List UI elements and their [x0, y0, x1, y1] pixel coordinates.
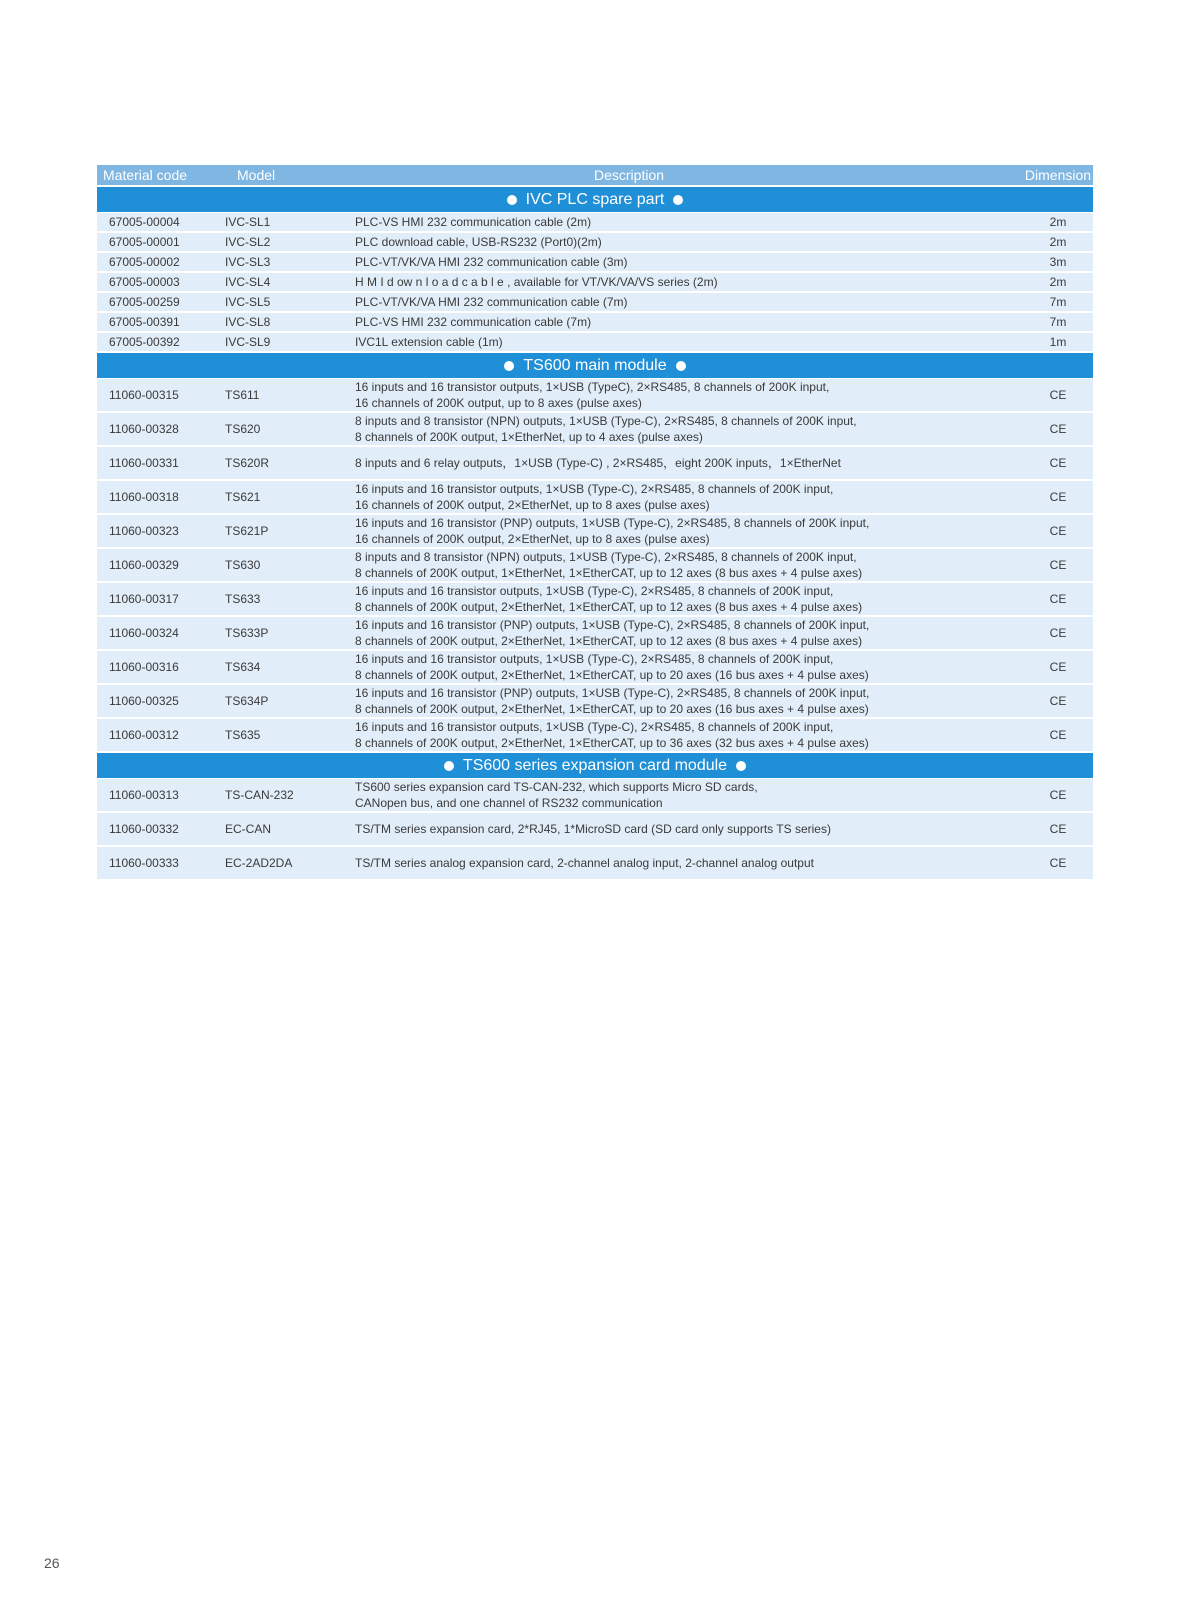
description-line: IVC1L extension cable (1m): [355, 335, 503, 349]
table-row: [97, 481, 1093, 515]
table-row: [97, 549, 1093, 583]
description-line: 8 inputs and 6 relay outputs，1×USB (Type-C) , 2×RS485，eight 200K inputs，1×EtherNet: [355, 456, 841, 470]
header-model: Model: [237, 167, 276, 183]
section-title: [97, 753, 1093, 779]
table-header: [97, 165, 1093, 187]
dimension-cell: 2m: [1049, 235, 1067, 249]
material-code-cell: 11060-00312: [109, 728, 179, 742]
table-row: [97, 379, 1093, 413]
description-line: 16 channels of 200K output, up to 8 axes (pulse axes): [355, 396, 642, 410]
model-cell: TS634P: [225, 694, 269, 708]
model-cell: IVC-SL8: [225, 315, 271, 329]
dimension-cell: CE: [1049, 788, 1067, 802]
description-line: H M I d ow n l o a d c a b l e , available for VT/VK/VA/VS series (2m): [355, 275, 718, 289]
page-number: 26: [44, 1555, 60, 1571]
description-line: 8 channels of 200K output, 2×EtherNet, 1×EtherCAT, up to 20 axes (16 bus axes + 4 pulse axes): [355, 668, 869, 682]
description-line: 16 channels of 200K output, 2×EtherNet, up to 8 axes (pulse axes): [355, 498, 710, 512]
model-cell: TS620: [225, 422, 261, 436]
dimension-cell: CE: [1049, 558, 1067, 572]
model-cell: TS621P: [225, 524, 269, 538]
model-cell: IVC-SL3: [225, 255, 271, 269]
header-dimension: Dimension: [1024, 167, 1092, 183]
model-cell: TS630: [225, 558, 261, 572]
description-cell: [355, 334, 1023, 350]
description-cell: [355, 651, 1023, 683]
dimension-cell: CE: [1049, 626, 1067, 640]
description-line: TS/TM series expansion card, 2*RJ45, 1*MicroSD card (SD card only supports TS series): [355, 822, 831, 836]
section-title-text: IVC PLC spare part: [525, 190, 665, 208]
description-line: 8 inputs and 8 transistor (NPN) outputs, 1×USB (Type-C), 2×RS485, 8 channels of 200K input,: [355, 550, 857, 564]
material-code-cell: 67005-00391: [109, 315, 180, 329]
dimension-cell: CE: [1049, 856, 1067, 870]
material-code-cell: 67005-00004: [109, 215, 180, 229]
table-row: [97, 651, 1093, 685]
description-cell: [355, 821, 1023, 837]
dimension-cell: CE: [1049, 422, 1067, 436]
table-row: [97, 333, 1093, 353]
dimension-cell: CE: [1049, 728, 1067, 742]
description-cell: [355, 379, 1023, 411]
description-cell: [355, 719, 1023, 751]
table-row: [97, 847, 1093, 881]
table-row: [97, 447, 1093, 481]
material-code-cell: 67005-00002: [109, 255, 180, 269]
description-line: 16 channels of 200K output, 2×EtherNet, up to 8 axes (pulse axes): [355, 532, 710, 546]
table-row: [97, 685, 1093, 719]
description-cell: [355, 455, 1023, 471]
bullet-dot-icon: [444, 761, 454, 771]
material-code-cell: 11060-00318: [109, 490, 179, 504]
model-cell: IVC-SL5: [225, 295, 271, 309]
dimension-cell: 2m: [1049, 215, 1067, 229]
material-code-cell: 11060-00315: [109, 388, 179, 402]
dimension-cell: CE: [1049, 456, 1067, 470]
description-line: 16 inputs and 16 transistor (PNP) outputs, 1×USB (Type-C), 2×RS485, 8 channels of 200K input,: [355, 686, 870, 700]
table-row: [97, 779, 1093, 813]
section-title-text: TS600 series expansion card module: [462, 756, 728, 774]
description-line: TS600 series expansion card TS-CAN-232, which supports Micro SD cards,: [355, 780, 758, 794]
table-row: [97, 273, 1093, 293]
description-cell: [355, 617, 1023, 649]
dimension-cell: 3m: [1049, 255, 1067, 269]
description-line: 16 inputs and 16 transistor outputs, 1×USB (Type-C), 2×RS485, 8 channels of 200K input,: [355, 482, 834, 496]
material-code-cell: 11060-00325: [109, 694, 179, 708]
bullet-dot-icon: [504, 361, 514, 371]
description-line: 16 inputs and 16 transistor outputs, 1×USB (Type-C), 2×RS485, 8 channels of 200K input,: [355, 584, 834, 598]
bullet-dot-icon: [673, 195, 683, 205]
description-line: PLC-VT/VK/VA HMI 232 communication cable (7m): [355, 295, 628, 309]
dimension-cell: CE: [1049, 524, 1067, 538]
header-description: Description: [593, 167, 665, 183]
table-row: [97, 719, 1093, 753]
description-line: 16 inputs and 16 transistor outputs, 1×USB (TypeC), 2×RS485, 8 channels of 200K input,: [355, 380, 830, 394]
model-cell: IVC-SL1: [225, 215, 271, 229]
model-cell: EC-2AD2DA: [225, 856, 293, 870]
model-cell: TS620R: [225, 456, 270, 470]
material-code-cell: 11060-00313: [109, 788, 179, 802]
table-body: [97, 187, 1093, 881]
bullet-dot-icon: [676, 361, 686, 371]
dimension-cell: 1m: [1049, 335, 1067, 349]
model-cell: TS634: [225, 660, 261, 674]
description-line: 8 channels of 200K output, 2×EtherNet, 1×EtherCAT, up to 12 axes (8 bus axes + 4 pulse axes): [355, 634, 863, 648]
table-row: [97, 253, 1093, 273]
description-line: PLC-VS HMI 232 communication cable (7m): [355, 315, 592, 329]
description-line: PLC-VT/VK/VA HMI 232 communication cable (3m): [355, 255, 628, 269]
material-code-cell: 11060-00331: [109, 456, 179, 470]
material-code-cell: 11060-00333: [109, 856, 179, 870]
description-line: TS/TM series analog expansion card, 2-channel analog input, 2-channel analog output: [355, 856, 814, 870]
description-cell: [355, 779, 1023, 811]
description-cell: [355, 214, 1023, 230]
model-cell: TS621: [225, 490, 261, 504]
model-cell: TS633P: [225, 626, 269, 640]
model-cell: IVC-SL9: [225, 335, 271, 349]
table-row: [97, 233, 1093, 253]
table-row: [97, 515, 1093, 549]
dimension-cell: CE: [1049, 660, 1067, 674]
material-code-cell: 11060-00323: [109, 524, 179, 538]
material-code-cell: 11060-00328: [109, 422, 179, 436]
table-row: [97, 583, 1093, 617]
model-cell: TS-CAN-232: [225, 788, 294, 802]
description-line: 8 channels of 200K output, 2×EtherNet, 1×EtherCAT, up to 36 axes (32 bus axes + 4 pulse axes): [355, 736, 869, 750]
description-cell: [355, 855, 1023, 871]
description-line: 8 channels of 200K output, 1×EtherNet, 1×EtherCAT, up to 12 axes (8 bus axes + 4 pulse axes): [355, 566, 863, 580]
material-code-cell: 67005-00392: [109, 335, 180, 349]
dimension-cell: CE: [1049, 388, 1067, 402]
material-code-cell: 11060-00329: [109, 558, 179, 572]
bullet-dot-icon: [507, 195, 517, 205]
description-line: 8 channels of 200K output, 1×EtherNet, up to 4 axes (pulse axes): [355, 430, 703, 444]
description-cell: [355, 481, 1023, 513]
dimension-cell: CE: [1049, 490, 1067, 504]
header-material-code: Material code: [103, 167, 188, 183]
material-code-cell: 11060-00324: [109, 626, 179, 640]
description-line: CANopen bus, and one channel of RS232 communication: [355, 796, 663, 810]
description-cell: [355, 294, 1023, 310]
description-cell: [355, 234, 1023, 250]
material-code-cell: 67005-00259: [109, 295, 180, 309]
dimension-cell: CE: [1049, 822, 1067, 836]
description-cell: [355, 314, 1023, 330]
section-title: [97, 353, 1093, 379]
description-line: 8 channels of 200K output, 2×EtherNet, 1×EtherCAT, up to 12 axes (8 bus axes + 4 pulse axes): [355, 600, 863, 614]
model-cell: TS611: [225, 388, 260, 402]
material-code-cell: 67005-00003: [109, 275, 180, 289]
description-line: 16 inputs and 16 transistor outputs, 1×USB (Type-C), 2×RS485, 8 channels of 200K input,: [355, 720, 834, 734]
material-code-cell: 11060-00317: [109, 592, 179, 606]
dimension-cell: CE: [1049, 694, 1067, 708]
model-cell: TS633: [225, 592, 261, 606]
table-row: [97, 617, 1093, 651]
table-row: [97, 293, 1093, 313]
description-cell: [355, 413, 1023, 445]
description-line: 8 inputs and 8 transistor (NPN) outputs, 1×USB (Type-C), 2×RS485, 8 channels of 200K input,: [355, 414, 857, 428]
table-row: [97, 813, 1093, 847]
bullet-dot-icon: [736, 761, 746, 771]
model-cell: IVC-SL4: [225, 275, 271, 289]
dimension-cell: CE: [1049, 592, 1067, 606]
description-line: 16 inputs and 16 transistor (PNP) outputs, 1×USB (Type-C), 2×RS485, 8 channels of 200K input,: [355, 618, 870, 632]
description-cell: [355, 583, 1023, 615]
dimension-cell: 2m: [1049, 275, 1067, 289]
description-cell: [355, 515, 1023, 547]
table-row: [97, 213, 1093, 233]
model-cell: TS635: [225, 728, 261, 742]
description-cell: [355, 254, 1023, 270]
dimension-cell: 7m: [1049, 315, 1067, 329]
material-code-cell: 11060-00316: [109, 660, 179, 674]
description-cell: [355, 274, 1023, 290]
dimension-cell: 7m: [1049, 295, 1067, 309]
description-line: PLC download cable, USB-RS232 (Port0)(2m): [355, 235, 602, 249]
model-cell: IVC-SL2: [225, 235, 271, 249]
description-line: 8 channels of 200K output, 2×EtherNet, 1×EtherCAT, up to 20 axes (16 bus axes + 4 pulse axes): [355, 702, 869, 716]
material-code-cell: 11060-00332: [109, 822, 179, 836]
description-cell: [355, 549, 1023, 581]
table-row: [97, 413, 1093, 447]
description-cell: [355, 685, 1023, 717]
material-code-cell: 67005-00001: [109, 235, 180, 249]
product-table: [97, 165, 1093, 881]
table-row: [97, 313, 1093, 333]
model-cell: EC-CAN: [225, 822, 272, 836]
description-line: 16 inputs and 16 transistor (PNP) outputs, 1×USB (Type-C), 2×RS485, 8 channels of 200K input,: [355, 516, 870, 530]
section-title: [97, 187, 1093, 213]
description-line: PLC-VS HMI 232 communication cable (2m): [355, 215, 592, 229]
section-title-text: TS600 main module: [523, 356, 667, 374]
description-line: 16 inputs and 16 transistor outputs, 1×USB (Type-C), 2×RS485, 8 channels of 200K input,: [355, 652, 834, 666]
